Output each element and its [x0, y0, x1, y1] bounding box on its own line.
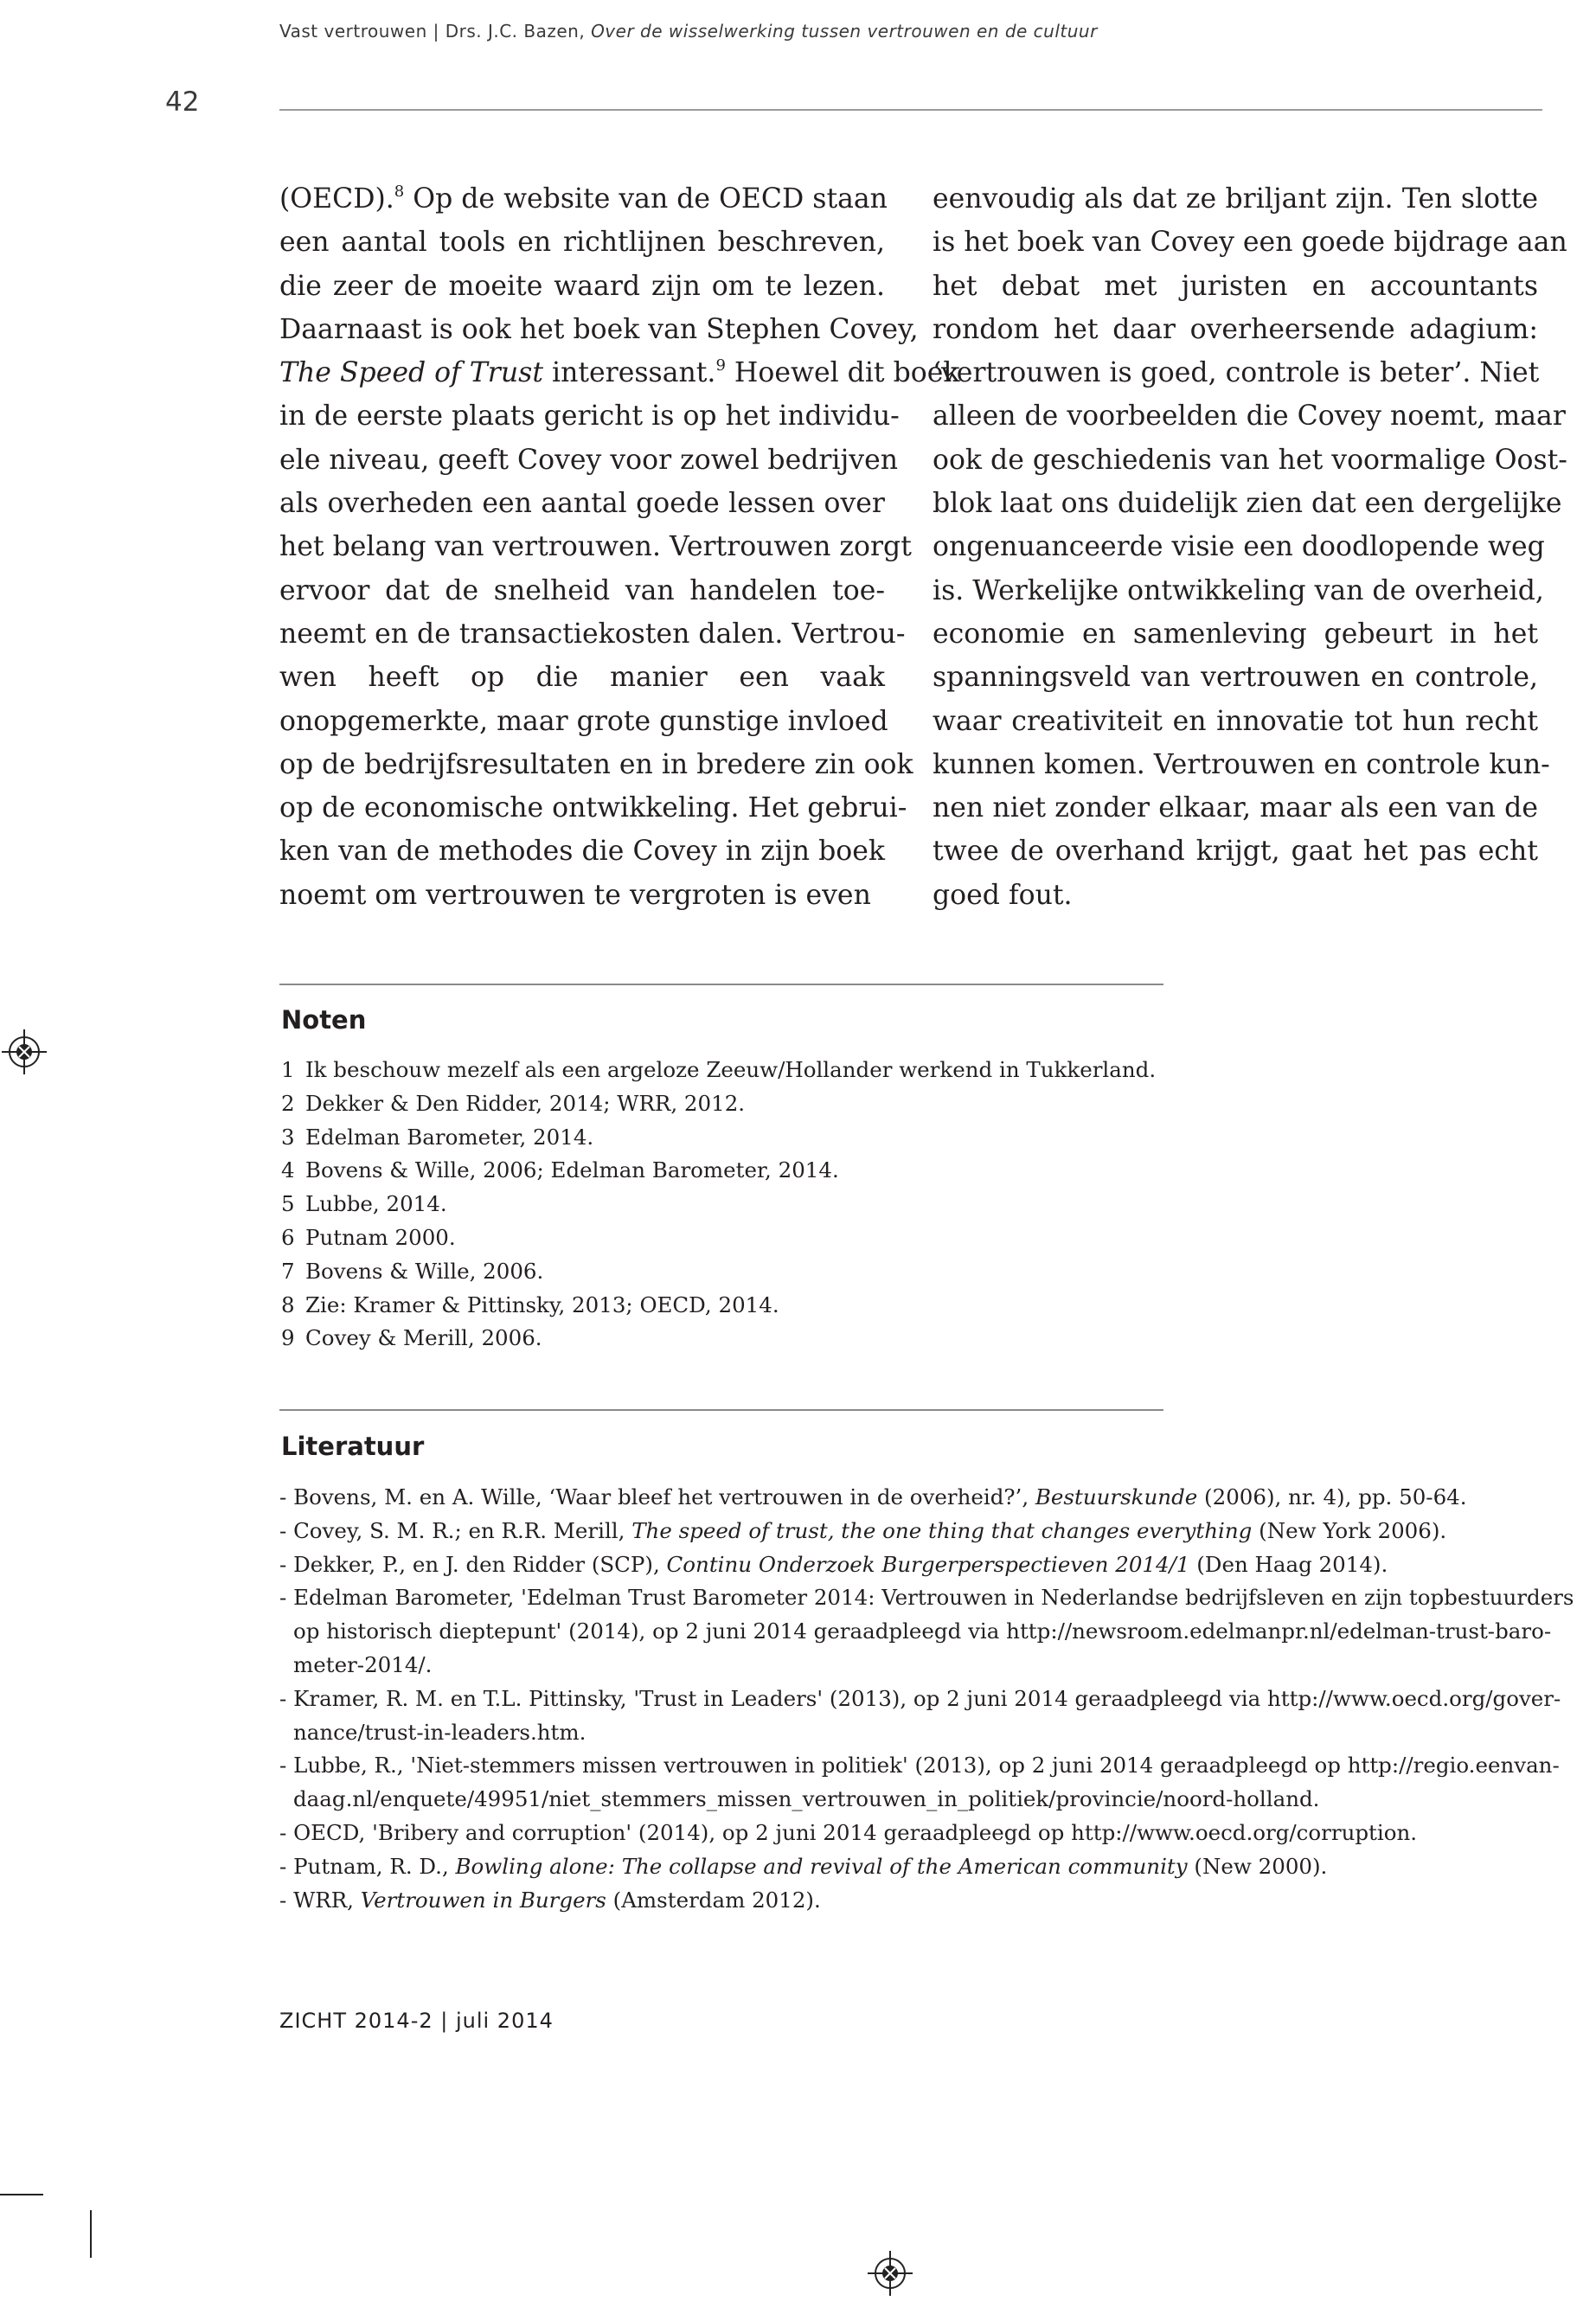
note-item: [281, 1289, 1492, 1323]
note-text: Edelman Barometer, 2014.: [305, 1124, 594, 1150]
body-line: [933, 221, 1567, 264]
note-text: Ik beschouw mezelf als een argeloze Zeeuw/Hollander werkend in Tukkerland.: [305, 1057, 1157, 1082]
page-number: 42: [165, 87, 200, 118]
text-run: neemt en de transactiekosten dalen. Vertrou-: [279, 618, 906, 650]
note-item: [281, 1121, 1492, 1155]
text-run: blok laat ons duidelijk zien dat een dergelijke: [933, 488, 1562, 520]
header-prefix: Vast vertrouwen | Drs. J.C. Bazen,: [279, 21, 592, 42]
body-line: [933, 525, 1545, 568]
registration-mark-bottom-icon: [868, 2251, 913, 2296]
footnote-ref: 8: [394, 183, 405, 201]
body-line: [279, 612, 906, 656]
text-run: wen heeft op die manier een vaak: [279, 662, 885, 694]
italic-text: Vertrouwen in Burgers: [360, 1887, 606, 1913]
text-run: - Dekker, P., en J. den Ridder (SCP),: [279, 1551, 667, 1577]
text-run: als overheden een aantal goede lessen over: [279, 488, 885, 520]
text-run: (Amsterdam 2012).: [606, 1887, 821, 1913]
text-run: kunnen komen. Vertrouwen en controle kun-: [933, 748, 1550, 780]
body-line: [279, 177, 888, 221]
note-item: [281, 1188, 1492, 1221]
note-text: Putnam 2000.: [305, 1224, 456, 1250]
footnote-ref: 9: [715, 356, 726, 375]
body-line: [279, 308, 919, 351]
note-number: 4: [281, 1157, 295, 1183]
running-header: [279, 21, 1098, 42]
text-run: op historisch dieptepunt' (2014), op 2 juni 2014 geraadpleegd via http://newsroom.edelmanpr.nl/edelman-trust-baro-: [293, 1618, 1552, 1644]
text-run: economie en samenleving gebeurt in het: [933, 618, 1538, 650]
text-run: ervoor dat de snelheid van handelen toe-: [279, 574, 885, 606]
text-run: Hoewel dit boek: [725, 357, 960, 389]
italic-text: The Speed of Trust: [279, 357, 543, 389]
text-run: (New York 2006).: [1252, 1517, 1447, 1543]
text-run: - Covey, S. M. R.; en R.R. Merill,: [279, 1517, 632, 1543]
crop-mark-horizontal: [0, 2194, 43, 2195]
note-number: 3: [281, 1124, 295, 1150]
reference-item: [279, 1581, 1574, 1682]
body-line: [933, 830, 1538, 873]
reference-continuation: [293, 1615, 1552, 1649]
text-run: nance/trust-in-leaders.htm.: [293, 1719, 586, 1745]
text-run: - Lubbe, R., 'Niet-stemmers missen vertrouwen in politiek' (2013), op 2 juni 2014 geraadpleegd op http://regio.eenvan-: [279, 1753, 1560, 1779]
note-item: [281, 1087, 1492, 1121]
text-run: Op de website van de OECD staan: [404, 183, 888, 215]
text-run: - Kramer, R. M. en T.L. Pittinsky, 'Trust in Leaders' (2013), op 2 juni 2014 geraadpleegd via http://www.oecd.org/gover-: [279, 1685, 1561, 1711]
body-line: [279, 700, 888, 743]
reference-item: [279, 1481, 1525, 1515]
body-line: [933, 786, 1538, 830]
text-run: is het boek van Covey een goede bijdrage aan: [933, 227, 1567, 259]
body-line: [279, 482, 885, 525]
body-line: [933, 569, 1544, 612]
text-run: het belang van vertrouwen. Vertrouwen zorgt: [279, 531, 912, 563]
body-line: [279, 874, 885, 917]
registration-mark-left-icon: [2, 1029, 47, 1074]
text-run: spanningsveld van vertrouwen en controle,: [933, 662, 1538, 694]
reference-continuation: [293, 1716, 1525, 1750]
reference-item: [279, 1749, 1560, 1817]
text-run: ele niveau, geeft Covey voor zowel bedrijven: [279, 444, 898, 476]
text-run: eenvoudig als dat ze briljant zijn. Ten slotte: [933, 183, 1538, 215]
note-text: Bovens & Wille, 2006.: [305, 1258, 544, 1284]
crop-mark-vertical: [90, 2210, 92, 2258]
body-line: [279, 525, 912, 568]
notes-list: [281, 1054, 1492, 1356]
body-line: [279, 743, 913, 786]
reference-item: [279, 1817, 1525, 1850]
text-run: ook de geschiedenis van het voormalige Oost-: [933, 444, 1567, 476]
note-text: Covey & Merill, 2006.: [305, 1325, 542, 1351]
text-run: onopgemerkte, maar grote gunstige invloed: [279, 705, 888, 737]
text-run: nen niet zonder elkaar, maar als een van de: [933, 792, 1538, 824]
body-line: [933, 700, 1538, 743]
literature-heading: Literatuur: [281, 1432, 425, 1461]
body-line: [279, 221, 885, 264]
body-line: [933, 874, 1538, 917]
text-run: goed fout.: [933, 879, 1073, 911]
text-run: - Edelman Barometer, 'Edelman Trust Barometer 2014: Vertrouwen in Nederlandse bedrijfsleven en zijn topbestuurders: [279, 1585, 1574, 1611]
note-text: Bovens & Wille, 2006; Edelman Barometer, 2014.: [305, 1157, 839, 1183]
text-run: - Bovens, M. en A. Wille, ‘Waar bleef het vertrouwen in de overheid?’,: [279, 1484, 1035, 1509]
note-number: 1: [281, 1057, 295, 1082]
note-number: 8: [281, 1292, 295, 1317]
body-line: [279, 439, 898, 482]
note-text: Zie: Kramer & Pittinsky, 2013; OECD, 2014.: [305, 1292, 779, 1317]
body-line: [279, 786, 907, 830]
italic-text: Bowling alone: The collapse and revival of the American community: [455, 1853, 1188, 1879]
reference-item: [279, 1548, 1525, 1582]
text-run: meter-2014/.: [293, 1651, 433, 1677]
body-line: [279, 656, 885, 699]
header-article-title: Over de wisselwerking tussen vertrouwen en de cultuur: [591, 21, 1098, 42]
header-rule: [279, 109, 1542, 111]
text-run: op de economische ontwikkeling. Het gebrui-: [279, 792, 907, 824]
note-text: Dekker & Den Ridder, 2014; WRR, 2012.: [305, 1090, 746, 1116]
note-number: 2: [281, 1090, 295, 1116]
text-run: is. Werkelijke ontwikkeling van de overheid,: [933, 574, 1544, 606]
body-line: [279, 394, 900, 438]
body-column-left: [279, 177, 960, 917]
note-item: [281, 1255, 1492, 1289]
body-line: [279, 569, 885, 612]
body-line: [933, 177, 1538, 221]
text-run: ‘vertrouwen is goed, controle is beter’. Niet: [933, 357, 1540, 389]
text-run: ongenuanceerde visie een doodlopende weg: [933, 531, 1545, 563]
note-number: 7: [281, 1258, 295, 1284]
literature-divider: [279, 1409, 1163, 1411]
text-run: - Putnam, R. D.,: [279, 1853, 456, 1879]
note-number: 9: [281, 1325, 295, 1351]
note-item: [281, 1054, 1492, 1087]
note-text: Lubbe, 2014.: [305, 1191, 447, 1217]
notes-heading: Noten: [281, 1005, 367, 1035]
note-number: 6: [281, 1224, 295, 1250]
page-footer: ZICHT 2014-2 | juli 2014: [279, 2009, 554, 2033]
reference-item: [279, 1850, 1525, 1884]
text-run: waar creativiteit en innovatie tot hun recht: [933, 705, 1538, 737]
note-item: [281, 1322, 1492, 1356]
text-run: een aantal tools en richtlijnen beschreven,: [279, 227, 885, 259]
text-run: twee de overhand krijgt, gaat het pas echt: [933, 836, 1538, 868]
reference-continuation: [293, 1783, 1525, 1817]
text-run: rondom het daar overheersende adagium:: [933, 313, 1538, 345]
body-line: [933, 308, 1538, 351]
text-run: noemt om vertrouwen te vergroten is even: [279, 879, 871, 911]
reference-item: [279, 1515, 1525, 1548]
text-run: het debat met juristen en accountants: [933, 270, 1538, 302]
text-run: Daarnaast is ook het boek van Stephen Covey,: [279, 313, 919, 345]
body-line: [279, 351, 960, 394]
body-column-right: [933, 177, 1567, 917]
body-line: [933, 656, 1538, 699]
text-run: (Den Haag 2014).: [1189, 1551, 1388, 1577]
reference-continuation: [293, 1649, 1525, 1682]
text-run: interessant.: [542, 357, 716, 389]
italic-text: Bestuurskunde: [1035, 1484, 1198, 1509]
body-line: [279, 265, 885, 308]
body-line: [933, 394, 1566, 438]
notes-divider: [279, 984, 1163, 985]
text-run: (OECD).: [279, 183, 394, 215]
text-run: die zeer de moeite waard zijn om te lezen.: [279, 270, 885, 302]
reference-item: [279, 1884, 1525, 1918]
reference-item: [279, 1682, 1561, 1750]
text-run: daag.nl/enquete/49951/niet_stemmers_missen_vertrouwen_in_politiek/provincie/noord-holland.: [293, 1786, 1320, 1812]
text-run: - OECD, 'Bribery and corruption' (2014), op 2 juni 2014 geraadpleegd op http://www.oecd.org/corruption.: [279, 1819, 1418, 1845]
text-run: (New 2000).: [1187, 1853, 1328, 1879]
text-run: op de bedrijfsresultaten en in bredere zin ook: [279, 748, 913, 780]
literature-list: [279, 1481, 1574, 1917]
text-run: - WRR,: [279, 1887, 361, 1913]
body-line: [933, 265, 1538, 308]
body-line: [279, 830, 885, 873]
body-line: [933, 743, 1550, 786]
italic-text: Continu Onderzoek Burgerperspectieven 2014/1: [666, 1551, 1190, 1577]
note-number: 5: [281, 1191, 295, 1217]
text-run: (2006), nr. 4), pp. 50-64.: [1197, 1484, 1467, 1509]
body-line: [933, 439, 1567, 482]
note-item: [281, 1154, 1492, 1188]
note-item: [281, 1221, 1492, 1255]
italic-text: The speed of trust, the one thing that changes everything: [631, 1517, 1253, 1543]
body-line: [933, 482, 1562, 525]
text-run: in de eerste plaats gericht is op het individu-: [279, 401, 900, 433]
text-run: ken van de methodes die Covey in zijn boek: [279, 836, 885, 868]
text-run: alleen de voorbeelden die Covey noemt, maar: [933, 401, 1566, 433]
body-line: [933, 612, 1538, 656]
body-line: [933, 351, 1538, 394]
